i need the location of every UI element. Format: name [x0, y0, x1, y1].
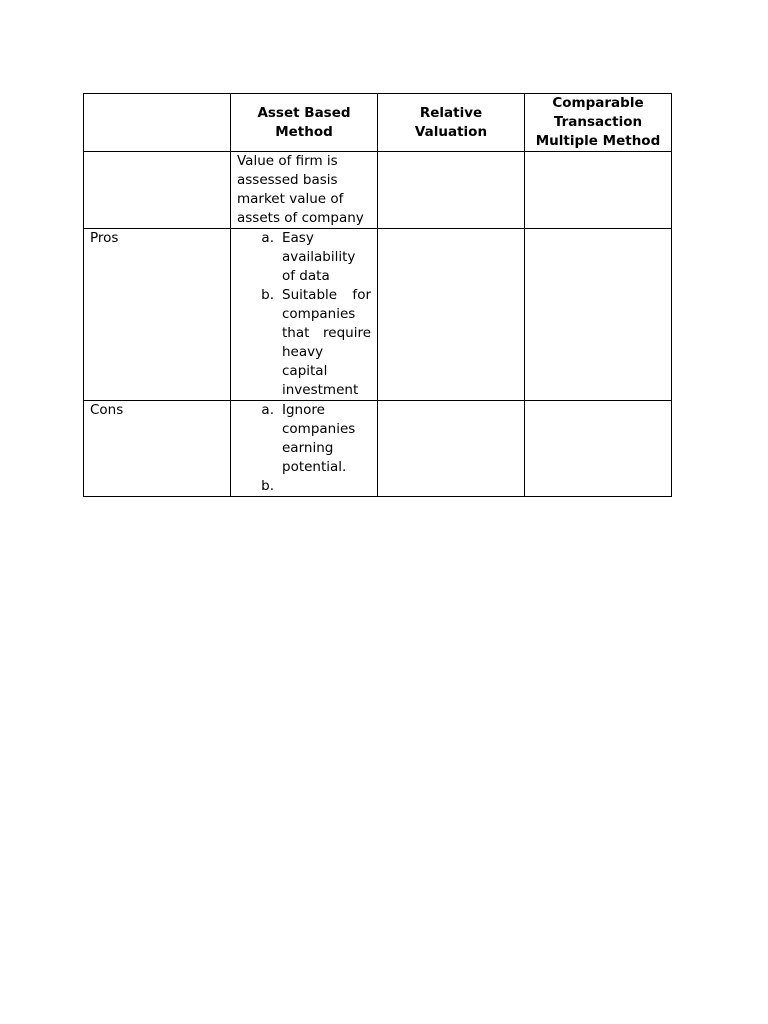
list-item-text: [282, 286, 371, 400]
description-line: assessed basis: [237, 172, 338, 188]
list-item: [237, 286, 371, 400]
list-item-line: companies: [282, 421, 356, 437]
asset-based-pros-cell: [231, 229, 378, 401]
header-line: Asset Based: [257, 104, 351, 121]
list-item-line: heavy: [282, 344, 324, 360]
list-item-line: of data: [282, 268, 330, 284]
list-item: [237, 477, 371, 496]
list-item-line: Ignore: [282, 402, 325, 418]
row-label-cell: [84, 152, 231, 229]
comparable-transaction-pros-cell: [525, 229, 672, 401]
list-item: [237, 401, 371, 477]
table-row-cons: [84, 401, 672, 497]
header-line: Relative: [419, 104, 483, 121]
comparable-transaction-cons-cell: [525, 401, 672, 497]
header-line: Method: [275, 123, 333, 140]
list-item-text: [282, 401, 371, 477]
list-marker: b.: [261, 287, 274, 303]
list-item-line: potential.: [282, 459, 347, 475]
header-cell-comparable-transaction: [525, 94, 672, 152]
header-cell-empty: [84, 94, 231, 152]
header-line: Multiple Method: [535, 133, 661, 149]
pros-list: [237, 229, 371, 400]
list-item-line: earning: [282, 440, 334, 456]
row-label-pros: Pros: [84, 229, 231, 401]
list-item-line: companies: [282, 306, 356, 322]
description-line: assets of company: [237, 210, 364, 226]
list-marker: b.: [261, 478, 274, 494]
list-item: [237, 229, 371, 286]
table-header-row: [84, 94, 672, 152]
row-label-cons: Cons: [84, 401, 231, 497]
header-line: Transaction: [553, 114, 643, 130]
description-line: Value of firm is: [237, 153, 338, 169]
comparison-table: [83, 93, 672, 497]
list-marker: a.: [261, 230, 274, 246]
header-line: Comparable: [552, 95, 644, 111]
list-item-line: that require: [282, 325, 371, 341]
list-item-line: availability: [282, 249, 356, 265]
table-row-pros: [84, 229, 672, 401]
relative-valuation-description-cell: [378, 152, 525, 229]
list-item-line: capital: [282, 363, 328, 379]
list-item-line: investment: [282, 382, 359, 398]
cons-list: [237, 401, 371, 496]
list-item-text: [282, 229, 371, 286]
description-line: market value of: [237, 191, 344, 207]
relative-valuation-pros-cell: [378, 229, 525, 401]
header-line: Valuation: [414, 123, 488, 140]
asset-based-description-cell: [231, 152, 378, 229]
list-item-line: Suitable for: [282, 287, 371, 303]
asset-based-cons-cell: [231, 401, 378, 497]
list-marker: a.: [261, 402, 274, 418]
relative-valuation-cons-cell: [378, 401, 525, 497]
list-item-line: Easy: [282, 230, 314, 246]
header-cell-asset-based: [231, 94, 378, 152]
comparable-transaction-description-cell: [525, 152, 672, 229]
header-cell-relative-valuation: [378, 94, 525, 152]
table-row-description: [84, 152, 672, 229]
